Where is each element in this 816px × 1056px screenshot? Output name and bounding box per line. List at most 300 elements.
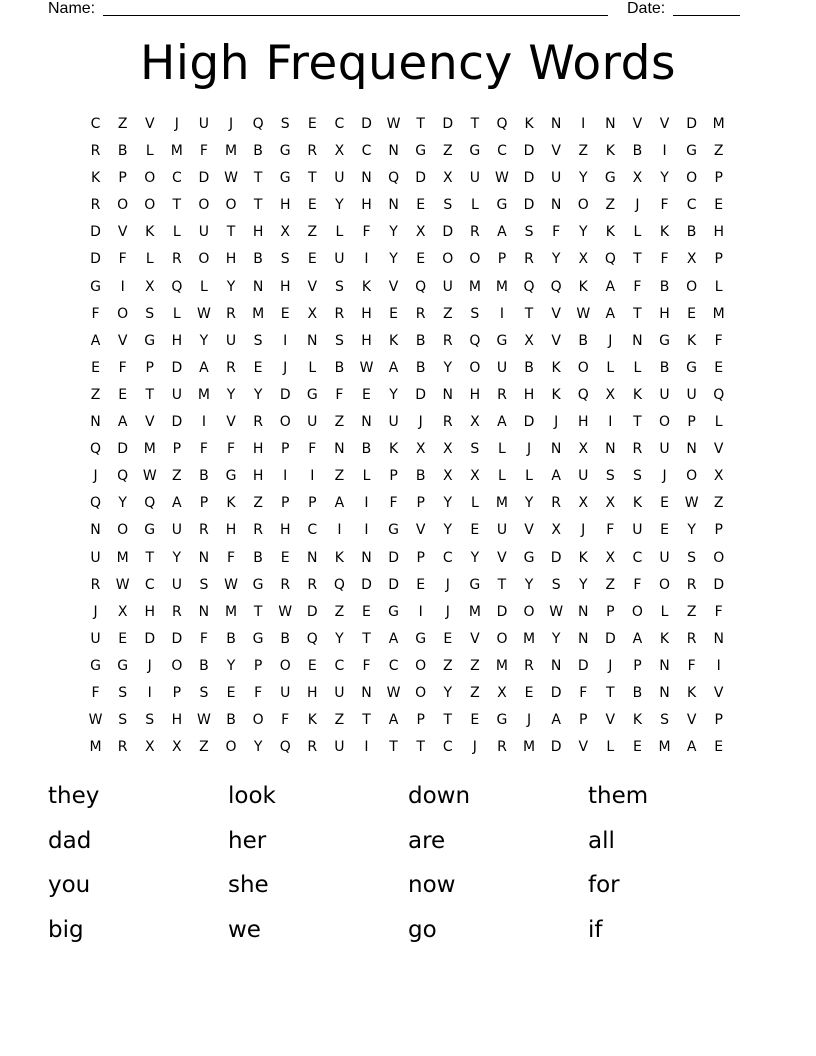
grid-letter: A [172, 495, 182, 512]
grid-letter: D [90, 251, 101, 268]
grid-letter: F [633, 576, 642, 593]
grid-letter: B [415, 332, 426, 349]
grid-letter: U [90, 549, 101, 566]
grid-letter: T [145, 549, 155, 566]
grid-letter: Y [524, 576, 534, 593]
grid-letter: M [224, 143, 238, 160]
grid-letter: N [442, 386, 453, 403]
grid-letter: Z [686, 603, 697, 620]
grid-letter: E [389, 305, 398, 322]
grid-letter: U [388, 414, 399, 431]
grid-letter: Y [578, 576, 588, 593]
grid-letter: V [713, 684, 724, 701]
word-list-item: she [228, 872, 269, 898]
grid-letter: R [90, 197, 101, 214]
grid-letter: Z [442, 143, 453, 160]
grid-letter: S [253, 332, 263, 349]
grid-letter: Y [578, 170, 588, 187]
grid-letter: N [252, 278, 264, 295]
grid-letter: L [308, 359, 317, 376]
grid-letter: X [524, 332, 534, 349]
grid-letter: P [606, 603, 615, 620]
grid-letter: E [307, 116, 317, 132]
grid-letter: N [550, 116, 562, 132]
grid-letter: U [307, 414, 318, 431]
grid-letter: D [686, 116, 697, 132]
grid-letter: Y [118, 495, 127, 512]
grid-letter: T [308, 170, 317, 187]
grid-letter: Y [389, 224, 398, 241]
grid-letter: V [144, 116, 155, 132]
grid-letter: W [576, 305, 591, 322]
grid-letter: U [334, 170, 345, 187]
grid-letter: P [633, 657, 642, 674]
grid-letter: K [578, 278, 588, 295]
grid-letter: C [388, 657, 399, 674]
grid-letter: A [199, 359, 209, 376]
grid-letter: V [686, 712, 697, 729]
grid-letter: O [117, 522, 129, 539]
grid-letter: H [659, 305, 670, 322]
grid-letter: R [686, 576, 697, 593]
grid-letter: T [362, 630, 371, 647]
grid-letter: E [307, 197, 317, 214]
grid-letter: A [497, 414, 507, 431]
grid-letter: T [524, 305, 534, 322]
grid-letter: M [658, 739, 671, 756]
grid-letter: E [253, 359, 263, 376]
grid-letter: X [470, 468, 480, 485]
grid-letter: O [144, 170, 156, 187]
grid-letter: G [90, 657, 101, 674]
grid-letter: V [117, 332, 128, 349]
grid-letter: O [415, 657, 427, 674]
grid-letter: W [88, 712, 103, 729]
grid-letter: D [523, 197, 535, 214]
grid-letter: U [632, 522, 643, 539]
grid-letter: T [416, 116, 425, 132]
word-list-item: dad [48, 827, 92, 854]
grid-letter: F [660, 251, 669, 268]
grid-letter: X [686, 251, 697, 268]
grid-letter: J [445, 603, 450, 620]
grid-letter: P [714, 712, 723, 729]
grid-letter: N [361, 549, 372, 566]
grid-letter: H [469, 386, 481, 403]
grid-letter: D [604, 630, 616, 647]
grid-letter: O [117, 305, 129, 322]
grid-letter: V [551, 332, 561, 349]
grid-letter: D [198, 170, 210, 187]
grid-letter: B [578, 332, 589, 349]
grid-letter: E [470, 712, 480, 729]
grid-letter: G [469, 143, 481, 160]
grid-letter: I [364, 522, 369, 539]
grid-letter: X [551, 522, 561, 539]
grid-letter: K [687, 332, 697, 349]
word-list-item: them [588, 783, 649, 809]
grid-letter: Q [577, 386, 589, 403]
grid-letter: K [632, 495, 643, 512]
grid-letter: Y [443, 522, 453, 539]
grid-letter: K [388, 332, 399, 349]
grid-letter: F [335, 386, 344, 403]
grid-letter: M [170, 143, 183, 160]
grid-letter: P [714, 522, 723, 539]
grid-letter: U [171, 576, 182, 593]
grid-letter: D [90, 224, 101, 241]
grid-letter: G [496, 332, 508, 349]
grid-letter: Y [199, 332, 209, 349]
grid-letter: Z [713, 495, 724, 512]
grid-letter: V [117, 224, 128, 241]
grid-letter: F [226, 549, 236, 566]
grid-letter: Y [389, 386, 398, 403]
grid-letter: V [388, 278, 399, 295]
grid-letter: J [635, 197, 640, 214]
grid-letter: J [608, 332, 613, 349]
grid-letter: S [145, 712, 155, 729]
grid-letter: A [117, 414, 128, 431]
grid-letter: N [686, 441, 697, 458]
grid-letter: H [307, 684, 318, 701]
word-list-item: are [408, 827, 446, 854]
grid-letter: Y [226, 386, 236, 403]
word-list-item: look [228, 783, 276, 809]
grid-letter: N [659, 657, 670, 674]
grid-letter: M [495, 657, 508, 674]
grid-letter: U [334, 684, 345, 701]
grid-letter: G [279, 143, 291, 160]
grid-letter: O [117, 197, 129, 214]
grid-letter: V [415, 522, 426, 539]
grid-letter: E [416, 576, 426, 593]
grid-letter: V [524, 522, 534, 539]
grid-letter: P [172, 441, 182, 458]
grid-letter: P [118, 170, 127, 187]
grid-letter: T [416, 739, 425, 756]
grid-letter: F [362, 224, 371, 241]
grid-letter: H [279, 278, 291, 295]
name-label: Name: [48, 0, 96, 17]
grid-letter: J [93, 603, 98, 620]
grid-letter: Q [496, 116, 508, 132]
grid-letter: S [605, 468, 615, 485]
grid-letter: K [145, 224, 155, 241]
grid-letter: H [171, 712, 183, 729]
grid-letter: D [415, 386, 427, 403]
grid-letter: K [632, 386, 643, 403]
grid-letter: X [605, 549, 616, 566]
grid-letter: V [144, 414, 155, 431]
grid-letter: B [632, 684, 643, 701]
grid-letter: O [225, 739, 237, 756]
grid-letter: V [605, 712, 616, 729]
grid-letter: B [334, 359, 345, 376]
grid-letter: D [415, 170, 427, 187]
grid-letter: Q [523, 278, 535, 295]
grid-letter: R [497, 386, 507, 403]
grid-letter: A [551, 712, 561, 729]
grid-letter: C [334, 116, 345, 132]
grid-letter: G [604, 170, 616, 187]
grid-letter: R [469, 224, 480, 241]
grid-letter: C [144, 576, 155, 593]
grid-letter: O [469, 251, 481, 268]
grid-letter: R [253, 522, 263, 539]
grid-letter: T [145, 386, 155, 403]
grid-letter: X [117, 603, 128, 620]
grid-letter: U [198, 224, 210, 241]
grid-letter: R [117, 739, 128, 756]
grid-letter: D [388, 576, 399, 593]
grid-letter: B [415, 359, 426, 376]
grid-letter: S [551, 576, 561, 593]
grid-letter: B [253, 143, 263, 160]
grid-letter: S [280, 116, 290, 132]
grid-letter: R [171, 603, 182, 620]
grid-letter: Z [334, 712, 345, 729]
grid-letter: U [171, 522, 182, 539]
grid-letter: Y [551, 251, 561, 268]
grid-letter: H [361, 305, 372, 322]
grid-letter: I [310, 468, 315, 485]
grid-letter: H [361, 332, 372, 349]
grid-letter: Y [687, 522, 696, 539]
grid-letter: E [307, 657, 317, 674]
grid-letter: F [362, 657, 371, 674]
grid-letter: P [145, 359, 154, 376]
grid-letter: G [686, 143, 698, 160]
grid-letter: S [199, 684, 209, 701]
grid-letter: Q [333, 576, 345, 593]
grid-letter: S [334, 332, 344, 349]
grid-letter: G [252, 630, 264, 647]
grid-letter: A [90, 332, 101, 349]
grid-letter: N [605, 441, 616, 458]
grid-letter: C [307, 522, 318, 539]
grid-letter: W [197, 712, 211, 729]
grid-letter: R [226, 305, 236, 322]
grid-letter: N [605, 116, 616, 132]
grid-letter: D [171, 359, 183, 376]
grid-letter: D [523, 414, 535, 431]
grid-letter: E [714, 739, 724, 756]
grid-letter: F [118, 359, 127, 376]
grid-letter: K [605, 143, 615, 160]
grid-letter: F [118, 251, 127, 268]
grid-letter: Y [551, 630, 561, 647]
grid-letter: F [660, 197, 669, 214]
grid-letter: J [418, 414, 423, 431]
grid-letter: N [334, 441, 345, 458]
grid-letter: F [633, 278, 642, 295]
grid-letter: V [307, 278, 318, 295]
grid-letter: U [496, 522, 508, 539]
grid-letter: R [442, 414, 453, 431]
word-list-item: go [408, 916, 437, 943]
grid-letter: S [660, 712, 669, 729]
grid-letter: M [712, 116, 725, 132]
grid-letter: I [364, 251, 369, 268]
word-list-item: they [48, 783, 100, 809]
grid-letter: E [687, 305, 697, 322]
grid-letter: N [577, 630, 589, 647]
grid-letter: S [687, 549, 697, 566]
grid-letter: S [334, 278, 344, 295]
grid-letter: J [445, 576, 450, 593]
grid-letter: S [524, 224, 534, 241]
grid-letter: X [632, 170, 643, 187]
grid-letter: H [225, 522, 237, 539]
grid-letter: Q [144, 495, 156, 512]
grid-letter: V [551, 143, 561, 160]
grid-letter: I [147, 684, 152, 701]
grid-letter: U [659, 441, 670, 458]
name-blank-line [103, 15, 608, 16]
grid-letter: P [280, 441, 290, 458]
grid-letter: L [714, 414, 723, 431]
grid-letter: Q [306, 630, 318, 647]
grid-letter: D [144, 630, 156, 647]
grid-letter: K [632, 712, 643, 729]
grid-letter: D [523, 170, 535, 187]
grid-letter: R [551, 495, 561, 512]
grid-letter: R [307, 143, 318, 160]
grid-letter: E [226, 684, 236, 701]
grid-letter: D [171, 630, 183, 647]
grid-letter: O [171, 657, 183, 674]
grid-letter: A [388, 630, 399, 647]
grid-letter: W [684, 495, 699, 512]
grid-letter: R [90, 143, 101, 160]
grid-letter: P [687, 414, 696, 431]
grid-letter: F [281, 712, 290, 729]
grid-letter: U [551, 170, 562, 187]
grid-letter: T [606, 684, 615, 701]
grid-letter: L [606, 739, 615, 756]
grid-letter: P [714, 251, 723, 268]
grid-letter: G [523, 549, 535, 566]
grid-letter: Q [171, 278, 183, 295]
grid-letter: W [224, 576, 238, 593]
grid-letter: Y [524, 495, 534, 512]
grid-letter: Y [172, 549, 182, 566]
grid-letter: T [470, 116, 480, 132]
grid-letter: Q [388, 170, 400, 187]
grid-letter: G [415, 630, 427, 647]
grid-letter: X [713, 468, 724, 485]
grid-letter: R [253, 414, 263, 431]
grid-letter: D [388, 549, 399, 566]
grid-letter: Z [442, 657, 453, 674]
grid-letter: W [386, 116, 401, 132]
grid-letter: L [172, 224, 181, 241]
grid-letter: N [307, 332, 318, 349]
grid-letter: N [550, 441, 562, 458]
grid-letter: Z [605, 197, 616, 214]
grid-letter: H [171, 332, 183, 349]
grid-letter: I [337, 522, 342, 539]
grid-letter: E [416, 251, 426, 268]
grid-letter: X [578, 251, 589, 268]
grid-letter: Y [443, 684, 453, 701]
grid-letter: B [199, 468, 209, 485]
grid-letter: T [497, 576, 507, 593]
grid-letter: B [226, 630, 236, 647]
grid-letter: A [632, 630, 643, 647]
grid-letter: X [144, 739, 155, 756]
grid-letter: H [713, 224, 724, 241]
grid-letter: G [252, 576, 264, 593]
grid-letter: O [279, 657, 291, 674]
grid-letter: F [199, 143, 208, 160]
grid-letter: I [120, 278, 125, 295]
grid-letter: W [359, 359, 374, 376]
grid-letter: S [118, 684, 128, 701]
grid-letter: K [605, 224, 615, 241]
grid-letter: O [577, 197, 589, 214]
word-list-item: for [588, 872, 620, 898]
grid-letter: P [497, 251, 507, 268]
grid-letter: X [442, 441, 453, 458]
grid-letter: B [632, 143, 643, 160]
grid-letter: G [279, 170, 291, 187]
grid-letter: Q [252, 116, 264, 132]
grid-letter: L [470, 197, 479, 214]
grid-letter: Z [253, 495, 263, 512]
grid-letter: X [415, 441, 426, 458]
grid-letter: V [551, 305, 561, 322]
grid-letter: T [633, 251, 642, 268]
grid-letter: H [279, 522, 291, 539]
grid-letter: K [551, 386, 561, 403]
word-search-grid [82, 111, 732, 761]
grid-letter: A [334, 495, 345, 512]
grid-letter: L [714, 278, 723, 295]
grid-letter: N [198, 549, 210, 566]
grid-letter: V [659, 116, 670, 132]
grid-letter: G [415, 143, 427, 160]
grid-letter: E [91, 359, 100, 376]
grid-letter: L [145, 251, 154, 268]
grid-letter: K [687, 684, 697, 701]
grid-letter: J [174, 116, 179, 132]
grid-letter: R [415, 305, 426, 322]
grid-letter: G [306, 386, 318, 403]
grid-letter: H [279, 197, 291, 214]
grid-letter: L [498, 441, 506, 458]
word-list-item: if [588, 916, 603, 943]
grid-letter: H [577, 414, 589, 431]
grid-letter: U [280, 684, 291, 701]
grid-letter: F [308, 441, 317, 458]
grid-letter: H [252, 441, 264, 458]
grid-letter: V [578, 739, 589, 756]
grid-letter: L [145, 143, 154, 160]
grid-letter: E [470, 522, 480, 539]
grid-letter: K [90, 170, 101, 187]
grid-letter: X [334, 143, 345, 160]
grid-letter: B [226, 712, 236, 729]
grid-letter: J [554, 414, 559, 431]
grid-letter: O [659, 576, 671, 593]
grid-letter: S [470, 305, 480, 322]
grid-letter: O [496, 630, 508, 647]
grid-letter: X [442, 468, 453, 485]
grid-letter: Q [604, 251, 616, 268]
grid-letter: O [415, 684, 427, 701]
